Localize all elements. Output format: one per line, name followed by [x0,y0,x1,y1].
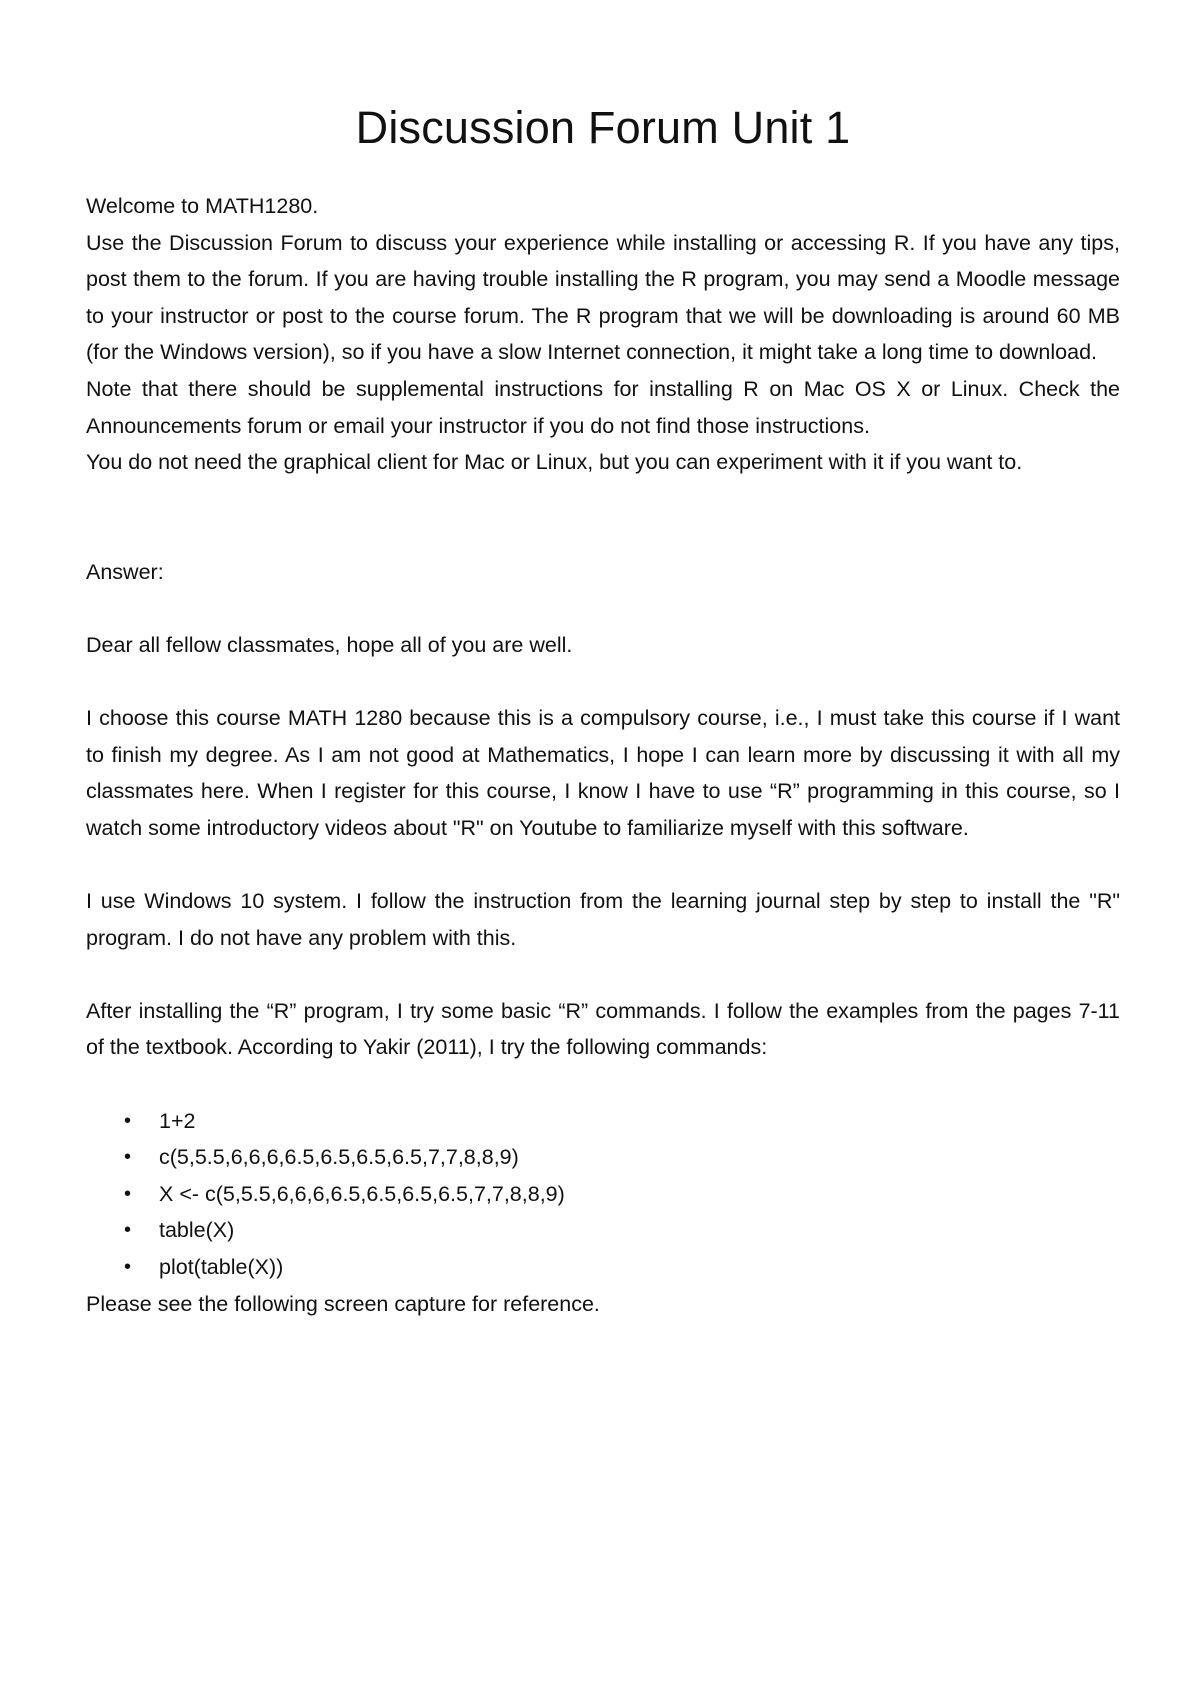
prompt-paragraph-1: Use the Discussion Forum to discuss your experience while installing or accessing R. If you have any tips, post them to the forum. If you are having trouble installing the R program, you may send a Moodle message to your instructor or post to the course forum. The R program that we will be downloading is around 60 MB (for the Windows version), so if you have a slow Internet connection, it might take a long time to download. [86,230,1120,365]
bullet-icon: • [124,1146,132,1169]
command-text: c(5,5.5,6,6,6,6.5,6.5,6.5,6.5,7,7,8,8,9) [159,1145,519,1170]
spacer [86,956,1120,993]
command-text: table(X) [159,1218,235,1243]
bullet-icon: • [124,1109,132,1132]
command-text: plot(table(X)) [159,1255,284,1280]
answer-paragraph-2: I use Windows 10 system. I follow the instruction from the learning journal step by step to install the "R" program. I do not have any problem with this. [86,889,1120,950]
command-text: X <- c(5,5.5,6,6,6,6.5,6.5,6.5,6.5,7,7,8,8,9) [159,1181,565,1206]
bullet-icon: • [124,1219,132,1242]
spacer [86,590,1120,627]
answer-paragraph-3: After installing the “R” program, I try some basic “R” commands. I follow the examples from the pages 7-11 of the textbook. According to Yakir (2011), I try the following commands: [86,998,1120,1060]
page-title: Discussion Forum Unit 1 [355,102,851,153]
bullet-icon: • [124,1256,132,1279]
list-item [86,1176,1120,1213]
spacer [86,664,1120,701]
list-item [86,1139,1120,1176]
bullet-icon: • [124,1182,132,1205]
document-body [86,98,1120,1322]
command-list [86,1103,1120,1286]
list-item [86,1212,1120,1249]
list-item [86,1103,1120,1140]
welcome-line: Welcome to MATH1280. [86,194,319,218]
spacer [86,481,1120,554]
prompt-paragraph-2: Note that there should be supplemental instructions for installing R on Mac OS X or Linux. Check the Announcements forum or email your instructor if you do not find those instructions. [86,376,1120,438]
list-item [86,1249,1120,1286]
prompt-paragraph-3: You do not need the graphical client for Mac or Linux, but you can experiment with it if you want to. [86,450,1023,475]
spacer [86,1066,1120,1103]
spacer [86,847,1120,884]
answer-label: Answer: [86,559,164,584]
closing-line: Please see the following screen capture for reference. [86,1291,600,1316]
answer-greeting: Dear all fellow classmates, hope all of you are well. [86,632,573,657]
answer-paragraph-1: I choose this course MATH 1280 because this is a compulsory course, i.e., I must take this course if I want to finish my degree. As I am not good at Mathematics, I hope I can learn more by discussing it with all my classmates here. When I register for this course, I know I have to use “R” programming in this course, so I watch some introductory videos about "R" on Youtube to familiarize myself with this software. [86,706,1120,840]
command-text: 1+2 [159,1108,196,1133]
